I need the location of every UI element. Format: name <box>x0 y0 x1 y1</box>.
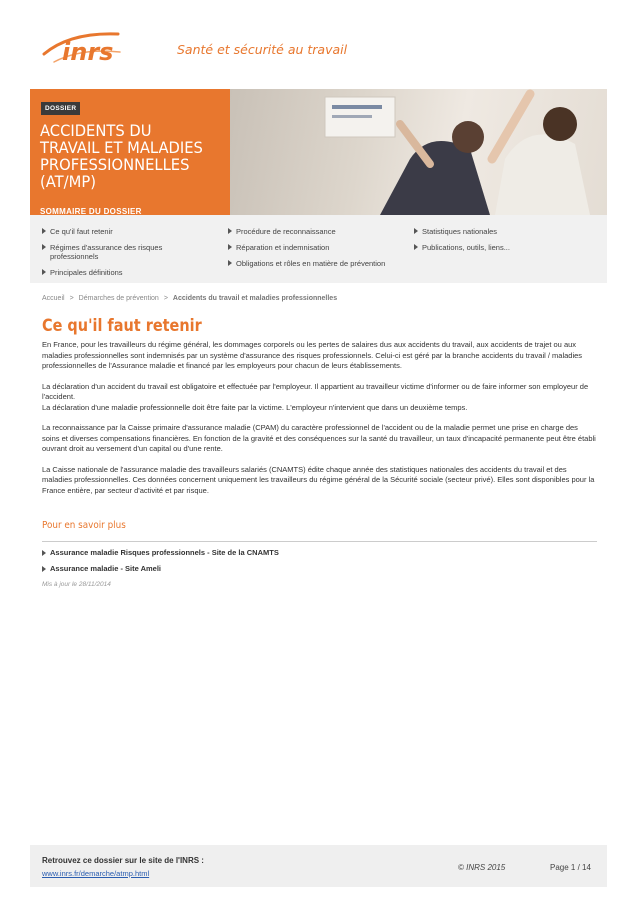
more-links <box>42 548 279 580</box>
breadcrumb-current: Accidents du travail et maladies professionnelles <box>172 295 338 302</box>
link-ameli[interactable]: Assurance maladie - Site Ameli <box>42 564 279 574</box>
dossier-title: ACCIDENTS DU TRAVAIL ET MALADIES PROFESSIONNELLES (AT/MP) <box>40 121 203 191</box>
banner-photo-illustration <box>230 89 607 215</box>
sommaire-col-3 <box>414 227 562 259</box>
footer-link[interactable]: www.inrs.fr/demarche/atmp.html <box>42 869 150 878</box>
sommaire-item[interactable]: Obligations et rôles en matière de prévention <box>228 259 406 268</box>
paragraph: La reconnaissance par la Caisse primaire d'assurance maladie (CPAM) du caractère professionnel de l'accident ou de la maladie permet une prise en charge des soins et diverses compensations financières. En fonction de la gravité et des conséquences sur la santé du travailleur, un taux d'incapacité permanente peut être établi ouvrant droit au versement d'un capital ou d'une rente. <box>42 423 596 453</box>
link-cnamts[interactable]: Assurance maladie Risques professionnels - Site de la CNAMTS <box>42 548 279 558</box>
sommaire-item[interactable]: Principales définitions <box>42 268 190 277</box>
sommaire-col-1 <box>42 227 190 284</box>
more-title: Pour en savoir plus <box>42 520 126 531</box>
sommaire <box>30 215 607 283</box>
page-number: Page 1 / 14 <box>550 863 591 872</box>
main-body <box>42 340 597 506</box>
breadcrumb-item-demarches[interactable]: Démarches de prévention <box>78 295 159 302</box>
footer-copyright: © INRS 2015 <box>458 863 506 872</box>
tagline: Santé et sécurité au travail <box>177 42 348 57</box>
dossier-banner <box>30 89 607 215</box>
page-title: Ce qu'il faut retenir <box>42 316 202 336</box>
updated-date: Mis à jour le 28/11/2014 <box>42 581 111 588</box>
breadcrumb-separator: > <box>163 295 168 302</box>
divider <box>42 541 597 542</box>
paragraph: En France, pour les travailleurs du régime général, les dommages corporels ou les pertes de salaires dus aux accidents du travail, aux accidents de trajet ou aux maladies professionnelles sont indemnisés par un système d'assurance des risques professionnels. Celui-ci est géré par la branche accidents du travail / maladies professionnelles de l'Assurance maladie et financé par les employeurs pour chacun de leurs établissements. <box>42 340 583 370</box>
footer-label: Retrouvez ce dossier sur le site de l'INRS : <box>42 856 204 865</box>
banner-orange-panel <box>30 89 230 215</box>
breadcrumb-separator: > <box>69 295 74 302</box>
banner-photo <box>230 89 607 215</box>
footer <box>30 845 607 887</box>
sommaire-item[interactable]: Publications, outils, liens... <box>414 243 562 252</box>
sommaire-item[interactable]: Procédure de reconnaissance <box>228 227 406 236</box>
paragraph: La déclaration d'une maladie professionnelle doit être faite par la victime. L'employeur n'intervient que dans un deuxième temps. <box>42 402 468 412</box>
sommaire-col-2 <box>228 227 406 275</box>
logo-text: inrs <box>62 38 114 66</box>
header <box>0 0 638 88</box>
breadcrumb-item-home[interactable]: Accueil <box>42 295 65 302</box>
sommaire-item[interactable]: Régimes d'assurance des risques professionnels <box>42 243 190 261</box>
sommaire-item[interactable]: Réparation et indemnisation <box>228 243 406 252</box>
sommaire-label: SOMMAIRE DU DOSSIER <box>40 207 142 215</box>
paragraph: La déclaration d'un accident du travail est obligatoire et effectuée par l'employeur. Il appartient au travailleur victime d'informer ou de faire informer son employeur de l'accident. <box>42 381 589 401</box>
paragraph: La Caisse nationale de l'assurance maladie des travailleurs salariés (CNAMTS) édite chaque année des statistiques nationales des accidents du travail et des maladies professionnelles. Ces données concernent uniquement les travailleurs du régime général de la Sécurité sociale (secteur privé). Elles sont disponibles pour la France entière, par secteur d'activité et par risque. <box>42 464 595 495</box>
inrs-logo[interactable] <box>40 28 160 70</box>
breadcrumb <box>42 295 337 302</box>
dossier-badge: DOSSIER <box>41 102 80 115</box>
sommaire-item[interactable]: Ce qu'il faut retenir <box>42 227 190 236</box>
sommaire-item[interactable]: Statistiques nationales <box>414 227 562 236</box>
